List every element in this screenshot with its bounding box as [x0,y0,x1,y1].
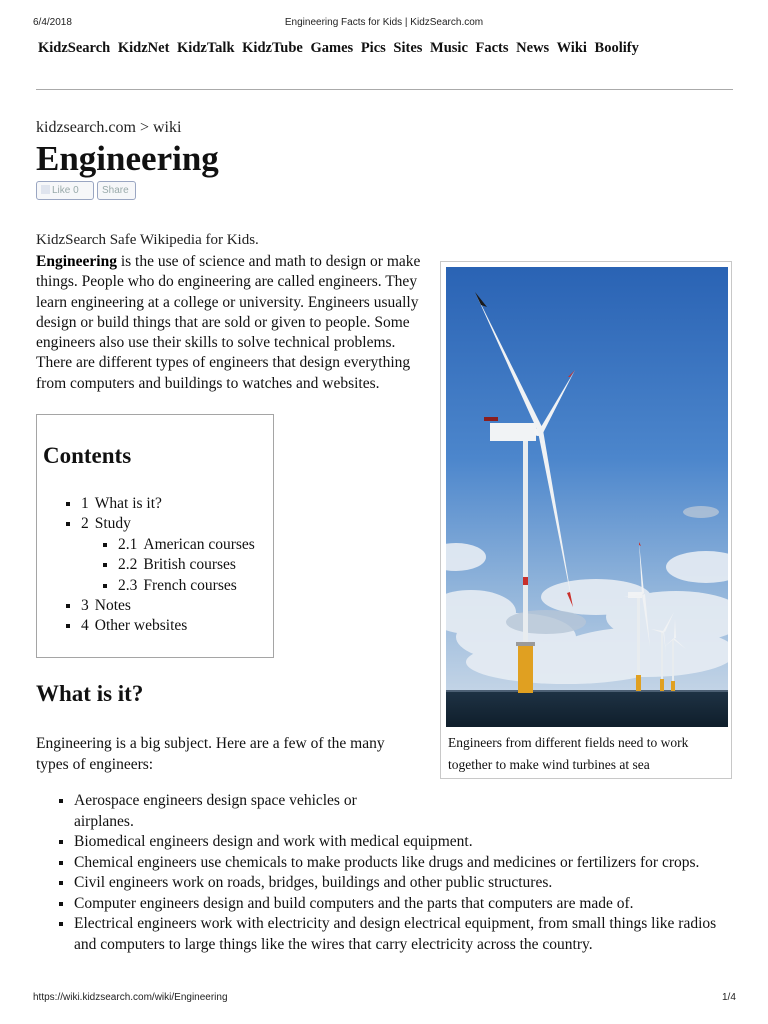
list-item: ▪ Biomedical engineers design and work with medical equipment. [74,832,736,853]
toc-item-label[interactable]: Study [94,515,131,533]
page-title: Engineering [36,139,219,178]
breadcrumb [36,119,181,137]
section-heading-what-is-it: What is it? [36,681,144,706]
toc-subitem[interactable] [118,576,255,596]
toc-item-number: 1 [81,495,89,512]
list-item: ▪ Computer engineers design and build computers and the parts that computers are made of. [74,894,736,915]
share-button-label: Share [102,185,129,196]
print-date: 6/4/2018 [33,17,72,28]
toc-item[interactable] [81,616,255,636]
section-paragraph: Engineering is a big subject. Here are a few of the many types of engineers: [36,735,385,773]
toc-item-number: 2.3 [118,576,138,594]
toc-item-number: 2.2 [118,556,138,574]
toc-heading: Contents [43,443,132,468]
nav-link-facts[interactable]: Facts [475,40,509,56]
share-button[interactable] [97,181,136,200]
toc-item-label[interactable]: What is it? [94,495,162,512]
toc-item-label[interactable]: Other websites [94,617,188,635]
list-item: ▪ Civil engineers work on roads, bridges, buildings and other public structures. [74,873,736,894]
nav-link-kidztube[interactable]: KidzTube [242,40,303,56]
toc-item-number: 4 [81,617,89,635]
list-item: ▪ Electrical engineers work with electricity and design electrical equipment, from small things like radios and computers to large things like the wires that carry electricity across the country. [74,914,736,955]
header-divider [36,89,733,90]
toc-item-number: 2 [81,515,89,533]
like-button[interactable] [36,181,94,200]
nav-link-kidzsearch[interactable]: KidzSearch [38,40,111,56]
wind-turbine-image[interactable] [446,267,728,727]
tagline: KidzSearch Safe Wikipedia for Kids. [36,232,259,248]
table-of-contents [36,414,274,658]
like-button-label: Like 0 [52,185,79,196]
toc-subitem[interactable] [118,555,255,575]
toc-item-label[interactable]: British courses [143,556,236,574]
figure-caption: Engineers from different fields need to work together to make wind turbines at sea [448,735,689,772]
toc-item-label[interactable]: American courses [143,535,255,553]
toc-subitem[interactable] [118,535,255,555]
toc-item[interactable] [81,494,255,514]
list-item: ▪ Chemical engineers use chemicals to make products like drugs and medicines or fertilizers for crops. [74,853,736,874]
intro-term: Engineering [36,253,117,270]
footer-url: https://wiki.kidzsearch.com/wiki/Engineering [33,992,228,1003]
toc-item-number: 3 [81,597,89,615]
print-title: Engineering Facts for Kids | KidzSearch.com [284,17,484,28]
nav-link-wiki[interactable]: Wiki [556,40,587,56]
figure-wind-turbines [440,261,732,779]
list-item: ▪ Aerospace engineers design space vehicles or airplanes. [74,791,392,832]
toc-item[interactable] [81,514,255,596]
nav-link-music[interactable]: Music [430,40,468,56]
like-icon [41,185,50,194]
nav-link-news[interactable]: News [516,40,550,56]
toc-item-label[interactable]: French courses [143,576,237,594]
nav-link-kidztalk[interactable]: KidzTalk [177,40,235,56]
engineer-types-list [36,791,736,955]
breadcrumb-separator: > [139,119,149,136]
nav-link-games[interactable]: Games [310,40,354,56]
nav-link-boolify[interactable]: Boolify [594,40,639,56]
nav-link-pics[interactable]: Pics [360,40,386,56]
toc-item[interactable] [81,596,255,616]
intro-paragraph [36,252,422,394]
nav-link-sites[interactable]: Sites [393,40,423,56]
breadcrumb-wiki-link[interactable]: wiki [152,119,182,136]
intro-text: is the use of science and math to design or make things. People who do engineering are called engineers. They learn engineering at a college or university. Engineers usually design or build things that are sold or given to people. Some engineers also use their skills to solve technical problems. There are different types of engineers that design everything from computers and buildings to watches and websites. [36,253,421,392]
toc-item-label[interactable]: Notes [94,597,131,615]
toc-list [81,494,255,637]
toc-item-number: 2.1 [118,535,138,553]
footer-page-number: 1/4 [722,992,736,1003]
nav-link-kidznet[interactable]: KidzNet [117,40,170,56]
toc-sublist [81,535,255,596]
top-nav [38,40,643,57]
breadcrumb-site-link[interactable]: kidzsearch.com [36,119,136,136]
